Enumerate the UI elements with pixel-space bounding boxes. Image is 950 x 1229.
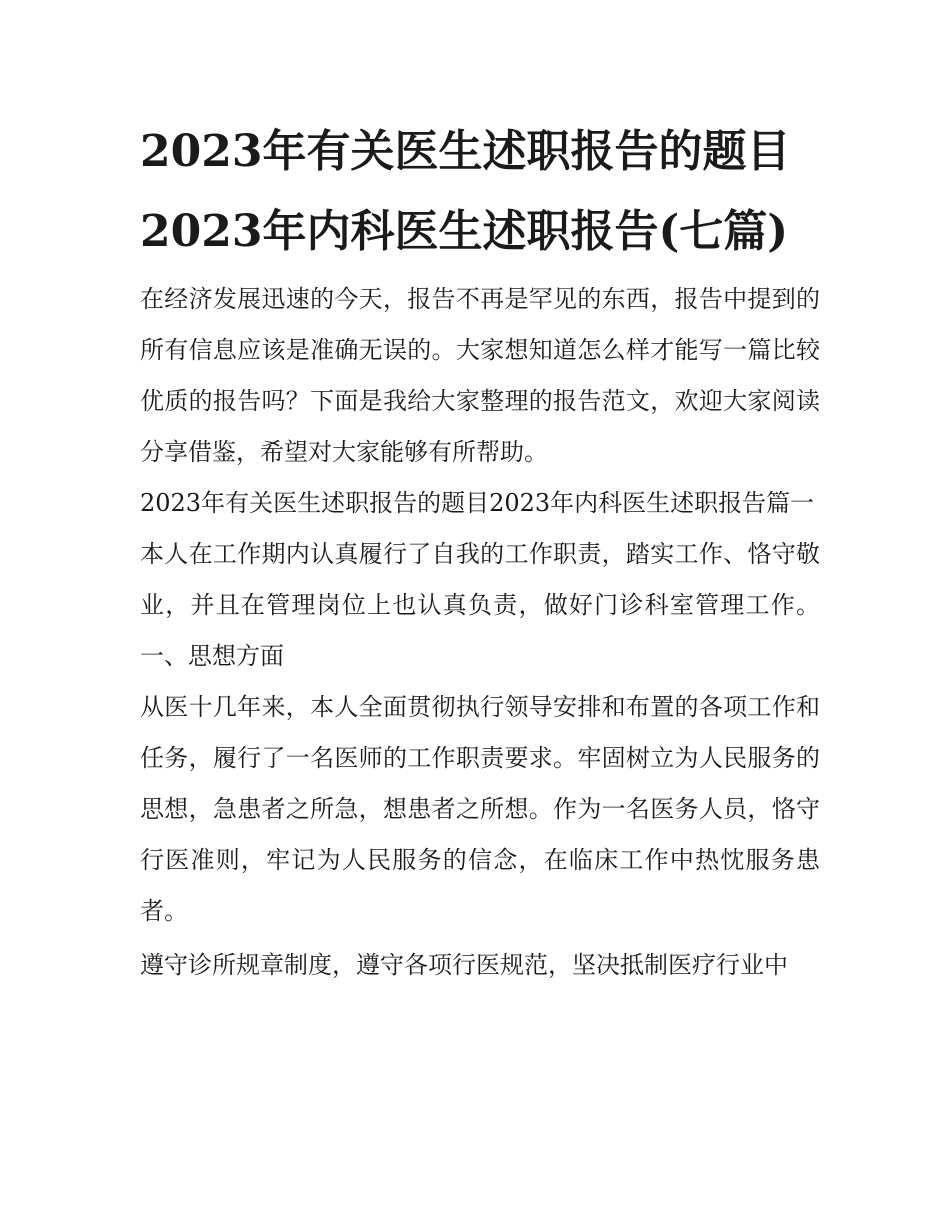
body-paragraph-1: 本人在工作期内认真履行了自我的工作职责，踏实工作、恪守敬业，并且在管理岗位上也认真负责，做好门诊科室管理工作。 一、思想方面 bbox=[140, 540, 820, 670]
document-title: 2023年有关医生述职报告的题目2023年内科医生述职报告(七篇) bbox=[140, 126, 791, 257]
document-page bbox=[140, 112, 820, 991]
body-paragraph-3: 遵守诊所规章制度，遵守各项行医规范，坚决抵制医疗行业中 bbox=[140, 951, 788, 979]
intro-paragraph: 在经济发展迅速的今天，报告不再是罕见的东西，报告中提到的所有信息应该是准确无误的。大家想知道怎么样才能写一篇比较优质的报告吗？下面是我给大家整理的报告范文，欢迎大家阅读分享借鉴，希望对大家能够有所帮助。 bbox=[140, 285, 820, 466]
body-paragraph-2: 从医十几年来，本人全面贯彻执行领导安排和布置的各项工作和任务，履行了一名医师的工作职责要求。牢固树立为人民服务的思想，急患者之所急，想患者之所想。作为一名医务人员，恪守行医准则，牢记为人民服务的信念，在临床工作中热忱服务患者。 bbox=[140, 693, 820, 925]
section-heading: 2023年有关医生述职报告的题目2023年内科医生述职报告篇一 bbox=[140, 489, 815, 517]
